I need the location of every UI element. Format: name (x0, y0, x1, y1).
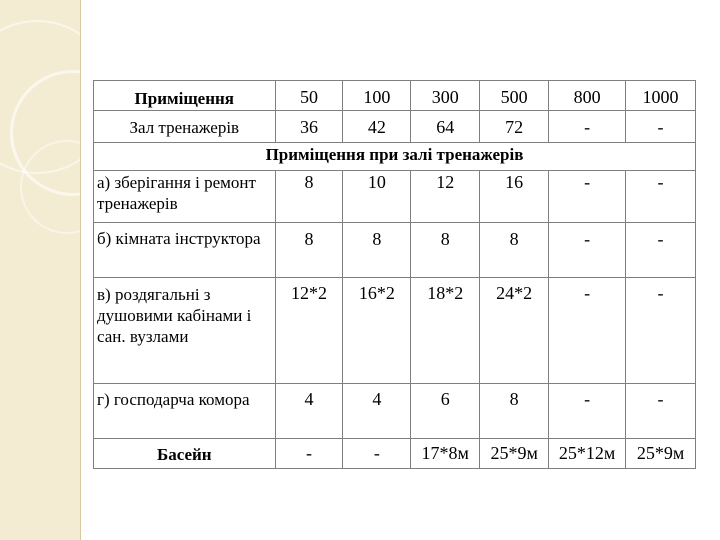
table-cell: 16 (480, 171, 549, 223)
table-cell: 4 (275, 384, 343, 439)
pool-row (94, 439, 696, 469)
row-label: б) кімната інструктора (94, 223, 276, 278)
table-row (94, 384, 696, 439)
table-row (94, 171, 696, 223)
table-cell: - (626, 223, 696, 278)
table-cell: 24*2 (480, 278, 549, 384)
table-cell: - (343, 439, 411, 469)
table-cell: 6 (411, 384, 480, 439)
header-cell: 800 (549, 81, 626, 111)
section-row (94, 143, 696, 171)
decorative-side-panel (0, 0, 80, 540)
table-cell: 8 (275, 223, 343, 278)
table-cell: - (626, 384, 696, 439)
header-cell: 500 (480, 81, 549, 111)
table-cell: - (549, 384, 626, 439)
row-label: Басейн (94, 439, 276, 469)
section-title: Приміщення при залі тренажерів (94, 143, 696, 171)
header-cell: 1000 (626, 81, 696, 111)
table-cell: 25*12м (549, 439, 626, 469)
row-label: г) господарча комора (94, 384, 276, 439)
table-cell: 64 (411, 111, 480, 143)
table-cell: 17*8м (411, 439, 480, 469)
table-cell: - (549, 111, 626, 143)
header-row (94, 81, 696, 111)
table-cell: 36 (275, 111, 343, 143)
table-cell: - (549, 278, 626, 384)
table-cell: 25*9м (480, 439, 549, 469)
premises-table (93, 80, 696, 469)
row-label: в) роздягальні з душовими кабінами і сан. вузлами (94, 278, 276, 384)
table-cell: - (275, 439, 343, 469)
hall-row (94, 111, 696, 143)
table-row (94, 223, 696, 278)
table-cell: - (549, 171, 626, 223)
header-cell: 50 (275, 81, 343, 111)
table-cell: 18*2 (411, 278, 480, 384)
table-cell: 10 (343, 171, 411, 223)
table-cell: 4 (343, 384, 411, 439)
header-cell: 300 (411, 81, 480, 111)
table-cell: 8 (411, 223, 480, 278)
table-cell: - (626, 171, 696, 223)
table-cell: 16*2 (343, 278, 411, 384)
row-label: а) зберігання і ремонт тренажерів (94, 171, 276, 223)
table-cell: 8 (343, 223, 411, 278)
side-divider (80, 0, 81, 540)
table-cell: 8 (480, 384, 549, 439)
table-cell: 25*9м (626, 439, 696, 469)
header-label: Приміщення (94, 81, 276, 111)
table-cell: 8 (480, 223, 549, 278)
table-cell: 42 (343, 111, 411, 143)
table-cell: 72 (480, 111, 549, 143)
table-cell: 12 (411, 171, 480, 223)
header-cell: 100 (343, 81, 411, 111)
table-cell: 12*2 (275, 278, 343, 384)
table-cell: 8 (275, 171, 343, 223)
table-row (94, 278, 696, 384)
table-cell: - (549, 223, 626, 278)
table-cell: - (626, 111, 696, 143)
row-label: Зал тренажерів (94, 111, 276, 143)
table-cell: - (626, 278, 696, 384)
